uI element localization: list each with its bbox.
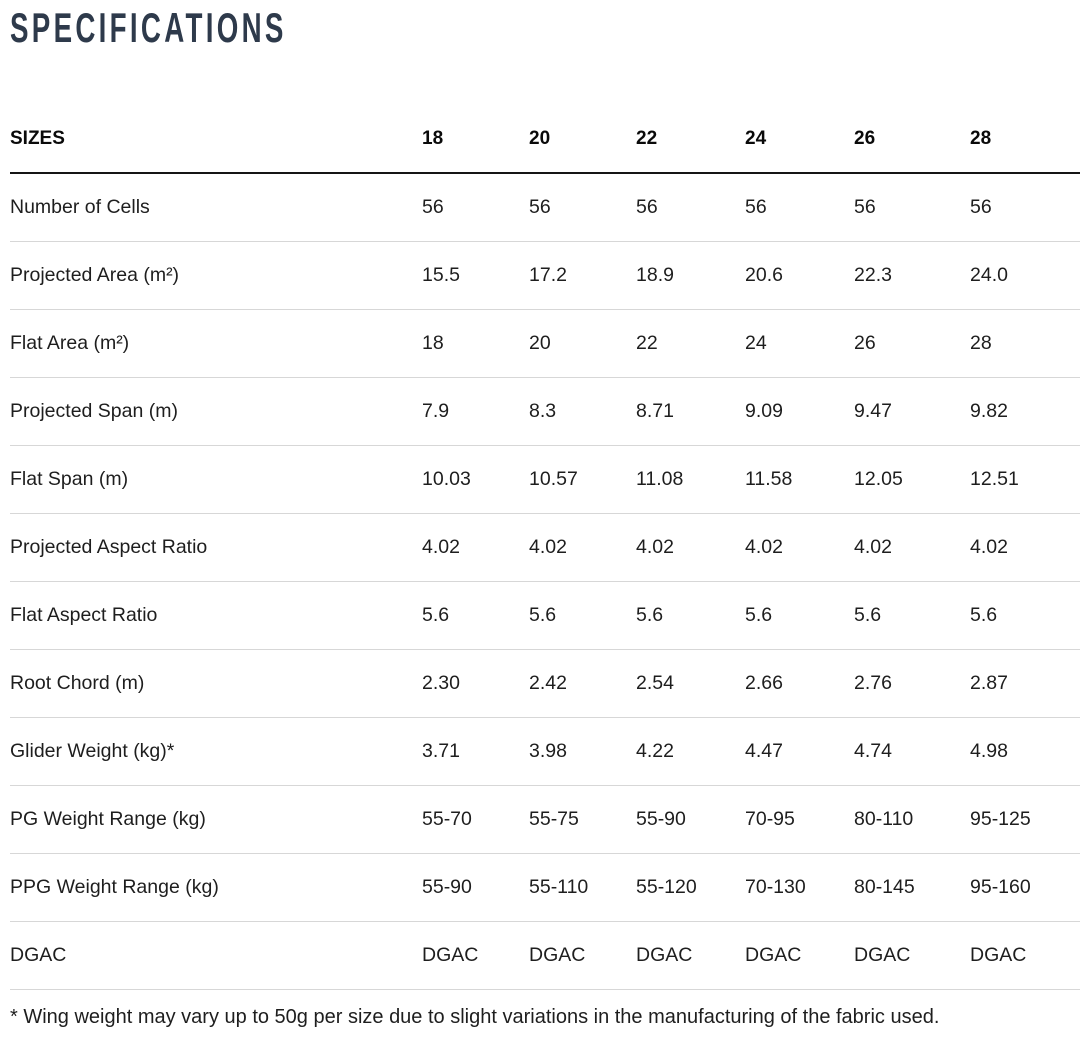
cell-value: 55-110 — [529, 853, 636, 921]
cell-value: 5.6 — [529, 581, 636, 649]
page-title: SPECIFICATIONS — [10, 4, 287, 51]
cell-value: 26 — [854, 309, 970, 377]
cell-value: 4.02 — [529, 513, 636, 581]
cell-value: 2.54 — [636, 649, 745, 717]
row-label: Projected Aspect Ratio — [10, 513, 422, 581]
table-row — [10, 853, 1080, 921]
cell-value: 10.57 — [529, 445, 636, 513]
row-label: Flat Span (m) — [10, 445, 422, 513]
cell-value: 5.6 — [854, 581, 970, 649]
cell-value: 55-75 — [529, 785, 636, 853]
size-column-header: 26 — [854, 105, 970, 173]
table-row — [10, 445, 1080, 513]
cell-value: 4.47 — [745, 717, 854, 785]
cell-value: 20.6 — [745, 241, 854, 309]
cell-value: 8.3 — [529, 377, 636, 445]
cell-value: 5.6 — [422, 581, 529, 649]
cell-value: 24 — [745, 309, 854, 377]
cell-value: DGAC — [970, 921, 1080, 989]
cell-value: 2.87 — [970, 649, 1080, 717]
cell-value: 7.9 — [422, 377, 529, 445]
cell-value: 12.05 — [854, 445, 970, 513]
cell-value: 17.2 — [529, 241, 636, 309]
table-row — [10, 377, 1080, 445]
cell-value: 55-120 — [636, 853, 745, 921]
row-label: Projected Area (m²) — [10, 241, 422, 309]
table-row — [10, 717, 1080, 785]
cell-value: 2.66 — [745, 649, 854, 717]
cell-value: 4.98 — [970, 717, 1080, 785]
cell-value: 55-90 — [422, 853, 529, 921]
row-label: Number of Cells — [10, 173, 422, 241]
size-column-header: 18 — [422, 105, 529, 173]
cell-value: 95-125 — [970, 785, 1080, 853]
cell-value: 9.82 — [970, 377, 1080, 445]
row-label: Projected Span (m) — [10, 377, 422, 445]
cell-value: 4.02 — [636, 513, 745, 581]
cell-value: 4.74 — [854, 717, 970, 785]
cell-value: 18.9 — [636, 241, 745, 309]
cell-value: 55-90 — [636, 785, 745, 853]
cell-value: DGAC — [854, 921, 970, 989]
cell-value: 56 — [745, 173, 854, 241]
cell-value: 56 — [636, 173, 745, 241]
cell-value: 22.3 — [854, 241, 970, 309]
cell-value: 4.22 — [636, 717, 745, 785]
table-body — [10, 173, 1080, 989]
cell-value: 15.5 — [422, 241, 529, 309]
cell-value: 11.08 — [636, 445, 745, 513]
header-row — [10, 105, 1080, 173]
cell-value: 80-145 — [854, 853, 970, 921]
cell-value: 22 — [636, 309, 745, 377]
table-row — [10, 173, 1080, 241]
cell-value: 4.02 — [854, 513, 970, 581]
cell-value: 3.98 — [529, 717, 636, 785]
cell-value: DGAC — [422, 921, 529, 989]
cell-value: 24.0 — [970, 241, 1080, 309]
cell-value: 70-130 — [745, 853, 854, 921]
size-column-header: 22 — [636, 105, 745, 173]
cell-value: 56 — [970, 173, 1080, 241]
size-column-header: 24 — [745, 105, 854, 173]
cell-value: 4.02 — [745, 513, 854, 581]
row-label: PG Weight Range (kg) — [10, 785, 422, 853]
cell-value: 5.6 — [745, 581, 854, 649]
cell-value: 10.03 — [422, 445, 529, 513]
specifications-table — [10, 105, 1080, 990]
row-label: Flat Aspect Ratio — [10, 581, 422, 649]
cell-value: 70-95 — [745, 785, 854, 853]
row-label: Glider Weight (kg)* — [10, 717, 422, 785]
cell-value: 56 — [422, 173, 529, 241]
cell-value: 20 — [529, 309, 636, 377]
cell-value: 4.02 — [422, 513, 529, 581]
cell-value: DGAC — [745, 921, 854, 989]
size-column-header: 28 — [970, 105, 1080, 173]
cell-value: 11.58 — [745, 445, 854, 513]
cell-value: 2.30 — [422, 649, 529, 717]
cell-value: 9.09 — [745, 377, 854, 445]
size-column-header: 20 — [529, 105, 636, 173]
cell-value: 9.47 — [854, 377, 970, 445]
cell-value: 56 — [854, 173, 970, 241]
cell-value: 18 — [422, 309, 529, 377]
cell-value: 80-110 — [854, 785, 970, 853]
row-label: PPG Weight Range (kg) — [10, 853, 422, 921]
cell-value: 5.6 — [970, 581, 1080, 649]
row-label: Flat Area (m²) — [10, 309, 422, 377]
footnote: * Wing weight may vary up to 50g per size due to slight variations in the manufacturing of the fabric used. — [10, 1005, 940, 1028]
cell-value: 2.76 — [854, 649, 970, 717]
cell-value: 95-160 — [970, 853, 1080, 921]
cell-value: 28 — [970, 309, 1080, 377]
table-row — [10, 921, 1080, 989]
row-label: DGAC — [10, 921, 422, 989]
cell-value: 12.51 — [970, 445, 1080, 513]
cell-value: 4.02 — [970, 513, 1080, 581]
table-row — [10, 309, 1080, 377]
cell-value: 56 — [529, 173, 636, 241]
cell-value: 2.42 — [529, 649, 636, 717]
table-row — [10, 241, 1080, 309]
table-row — [10, 785, 1080, 853]
cell-value: 55-70 — [422, 785, 529, 853]
table-row — [10, 581, 1080, 649]
cell-value: DGAC — [636, 921, 745, 989]
table-row — [10, 513, 1080, 581]
table-row — [10, 649, 1080, 717]
cell-value: 5.6 — [636, 581, 745, 649]
row-label: Root Chord (m) — [10, 649, 422, 717]
cell-value: 3.71 — [422, 717, 529, 785]
sizes-header-label: SIZES — [10, 105, 422, 173]
cell-value: 8.71 — [636, 377, 745, 445]
cell-value: DGAC — [529, 921, 636, 989]
